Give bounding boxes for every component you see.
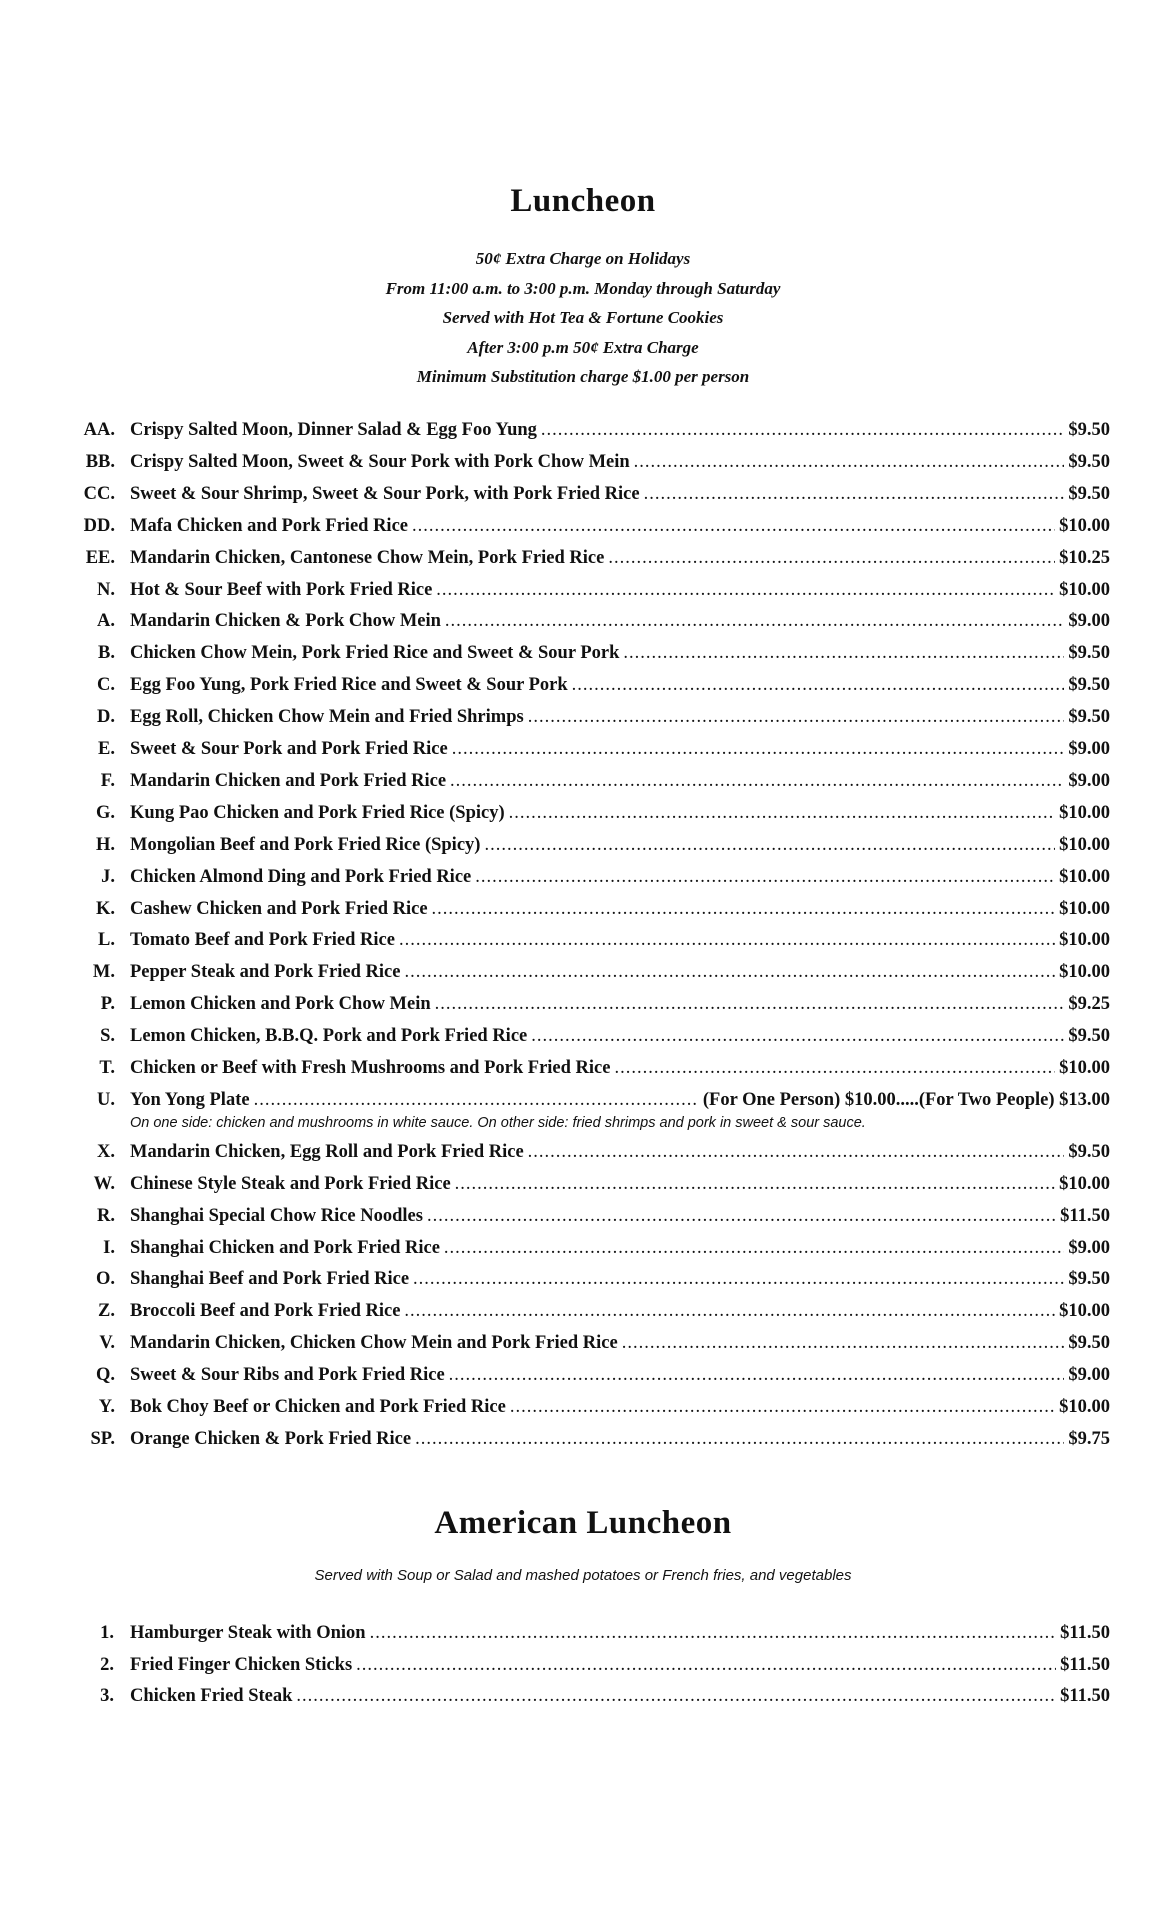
dot-leader bbox=[413, 1269, 1064, 1290]
note-hours: From 11:00 a.m. to 3:00 p.m. Monday through Saturday bbox=[385, 278, 781, 298]
menu-item-name: Lemon Chicken, B.B.Q. Pork and Pork Fried Rice bbox=[130, 1026, 528, 1047]
dot-leader bbox=[427, 1206, 1056, 1227]
dot-leader bbox=[572, 675, 1065, 696]
menu-item bbox=[0, 452, 1166, 482]
menu-item-line bbox=[130, 580, 1110, 601]
menu-item-note: On one side: chicken and mushrooms in white sauce. On other side: fried shrimps and pork in sweet & sour sauce. bbox=[130, 1114, 866, 1131]
menu-item-code: Q. bbox=[95, 1365, 115, 1386]
dot-leader bbox=[475, 867, 1055, 888]
dot-leader bbox=[432, 899, 1056, 920]
menu-item-code: I. bbox=[103, 1237, 115, 1258]
menu-item-name: Cashew Chicken and Pork Fried Rice bbox=[130, 898, 428, 919]
menu-item-code: EE. bbox=[85, 547, 115, 568]
menu-item-price: $10.00 bbox=[1059, 1397, 1110, 1417]
menu-item-line bbox=[130, 1142, 1110, 1163]
menu-item-line bbox=[130, 1026, 1110, 1047]
menu-item-name: Mandarin Chicken, Cantonese Chow Mein, Pork Fried Rice bbox=[130, 547, 605, 568]
menu-item-line bbox=[130, 994, 1110, 1015]
menu-item-line bbox=[130, 484, 1110, 505]
dot-leader bbox=[452, 739, 1065, 760]
american-title: American Luncheon bbox=[434, 1505, 732, 1541]
menu-item-line bbox=[130, 739, 1110, 760]
menu-item-name: Fried Finger Chicken Sticks bbox=[130, 1654, 353, 1675]
menu-item-code: X. bbox=[97, 1141, 115, 1162]
menu-item-line bbox=[130, 675, 1110, 696]
menu-item-code: Z. bbox=[98, 1301, 115, 1322]
menu-item-price: $10.00 bbox=[1059, 962, 1110, 983]
dot-leader bbox=[296, 1686, 1056, 1707]
menu-item-line bbox=[130, 1333, 1110, 1354]
menu-item-name: Mandarin Chicken & Pork Chow Mein bbox=[130, 611, 441, 632]
menu-item-code: V. bbox=[99, 1333, 115, 1354]
menu-item-code: A. bbox=[97, 611, 115, 632]
menu-item-price: $9.50 bbox=[1068, 1269, 1110, 1290]
menu-item-price: $10.00 bbox=[1059, 866, 1110, 887]
menu-item-name: Sweet & Sour Shrimp, Sweet & Sour Pork, with Pork Fried Rice bbox=[130, 483, 640, 504]
menu-item bbox=[0, 1686, 1166, 1716]
menu-item-code: 3. bbox=[100, 1686, 114, 1706]
menu-item-line bbox=[130, 1238, 1110, 1259]
menu-item-name: Mafa Chicken and Pork Fried Rice bbox=[130, 515, 408, 536]
menu-item-line bbox=[130, 1429, 1110, 1450]
menu-item-line bbox=[130, 1686, 1110, 1707]
menu-item bbox=[0, 1238, 1166, 1268]
menu-item-price: $10.00 bbox=[1059, 930, 1110, 951]
menu-item-name: Lemon Chicken and Pork Chow Mein bbox=[130, 994, 431, 1015]
menu-item-name: Mongolian Beef and Pork Fried Rice (Spicy) bbox=[130, 834, 481, 855]
menu-item-line bbox=[130, 930, 1110, 951]
menu-item bbox=[0, 930, 1166, 960]
dot-leader bbox=[510, 1397, 1055, 1418]
menu-item-price: $9.50 bbox=[1068, 483, 1110, 504]
dot-leader bbox=[541, 420, 1064, 441]
menu-item-code: U. bbox=[97, 1089, 115, 1110]
menu-item bbox=[0, 675, 1166, 705]
note-holidays: 50¢ Extra Charge on Holidays bbox=[475, 249, 691, 268]
dot-leader bbox=[531, 1026, 1064, 1047]
menu-item-price: $10.25 bbox=[1059, 547, 1110, 568]
american-subtitle: Served with Soup or Salad and mashed potatoes or French fries, and vegetables bbox=[314, 1567, 852, 1584]
menu-item bbox=[0, 1058, 1166, 1088]
menu-item-code: CC. bbox=[83, 483, 115, 504]
dot-leader bbox=[608, 548, 1055, 569]
menu-item-line bbox=[130, 1269, 1110, 1290]
menu-item-name: Shanghai Beef and Pork Fried Rice bbox=[130, 1269, 410, 1290]
dot-leader bbox=[484, 835, 1055, 856]
luncheon-notes bbox=[0, 244, 1166, 392]
menu-item-price: $9.00 bbox=[1068, 1365, 1110, 1386]
dot-leader bbox=[455, 1174, 1055, 1195]
menu-item-line bbox=[130, 452, 1110, 473]
menu-item-code: B. bbox=[98, 643, 115, 664]
menu-item-name: Tomato Beef and Pork Fried Rice bbox=[130, 930, 395, 951]
menu-item-name: Orange Chicken & Pork Fried Rice bbox=[130, 1428, 412, 1449]
menu-item-name: Chicken or Beef with Fresh Mushrooms and Pork Fried Rice bbox=[130, 1058, 611, 1078]
menu-item bbox=[0, 771, 1166, 801]
menu-item-code: BB. bbox=[85, 451, 115, 472]
menu-item-line bbox=[130, 835, 1110, 856]
menu-item-name: Egg Roll, Chicken Chow Mein and Fried Shrimps bbox=[130, 707, 524, 728]
menu-item-code: W. bbox=[93, 1173, 115, 1194]
menu-item-price: $9.50 bbox=[1068, 675, 1110, 696]
dot-leader bbox=[450, 771, 1064, 792]
menu-item-code: 1. bbox=[100, 1623, 114, 1643]
menu-item-code: S. bbox=[100, 1026, 115, 1047]
menu-item-price: $10.00 bbox=[1059, 834, 1110, 855]
menu-item-name: Crispy Salted Moon, Sweet & Sour Pork with Pork Chow Mein bbox=[130, 451, 630, 472]
menu-item bbox=[0, 1623, 1166, 1653]
menu-item bbox=[0, 1333, 1166, 1363]
menu-item-line bbox=[130, 1397, 1110, 1418]
menu-item-line bbox=[130, 707, 1110, 728]
menu-item-price: $11.50 bbox=[1060, 1686, 1110, 1706]
menu-item-code: K. bbox=[95, 898, 115, 919]
menu-item bbox=[0, 1269, 1166, 1299]
menu-item bbox=[0, 643, 1166, 673]
menu-item bbox=[0, 1397, 1166, 1427]
menu-item bbox=[0, 835, 1166, 865]
menu-item-price: $11.50 bbox=[1060, 1654, 1110, 1675]
menu-item-line bbox=[130, 611, 1110, 632]
menu-item-price: $10.00 bbox=[1059, 898, 1110, 919]
menu-item bbox=[0, 1142, 1166, 1172]
menu-item bbox=[0, 1206, 1166, 1236]
menu-item-code: E. bbox=[98, 739, 115, 759]
menu-item bbox=[0, 867, 1166, 897]
note-after-hours: After 3:00 p.m 50¢ Extra Charge bbox=[467, 337, 699, 357]
menu-item-code: Y. bbox=[98, 1397, 115, 1417]
menu-item-price: $9.00 bbox=[1068, 739, 1110, 759]
menu-item-code: M. bbox=[92, 962, 115, 983]
menu-item bbox=[0, 803, 1166, 833]
menu-item-price: $9.50 bbox=[1068, 1026, 1110, 1047]
menu-item-price: $10.00 bbox=[1059, 579, 1110, 600]
menu-item-line bbox=[130, 1655, 1110, 1676]
menu-item-price: $9.50 bbox=[1068, 451, 1110, 472]
menu-item-code: C. bbox=[97, 675, 115, 696]
menu-item-line bbox=[130, 1206, 1110, 1227]
menu-item-name: Hamburger Steak with Onion bbox=[130, 1623, 366, 1643]
dot-leader bbox=[449, 1365, 1065, 1386]
menu-item-line bbox=[130, 548, 1110, 569]
menu-item-line bbox=[130, 1174, 1110, 1195]
menu-item-line bbox=[130, 803, 1110, 824]
menu-item bbox=[0, 962, 1166, 992]
dot-leader bbox=[399, 930, 1055, 951]
menu-item-code: L. bbox=[98, 930, 115, 951]
menu-item-price: $9.00 bbox=[1068, 1237, 1110, 1258]
menu-item-name: Sweet & Sour Pork and Pork Fried Rice bbox=[130, 739, 448, 759]
menu-item bbox=[0, 611, 1166, 641]
menu-item-price: $10.00 bbox=[1059, 515, 1110, 536]
menu-item-line bbox=[130, 1301, 1110, 1322]
menu-item-line bbox=[130, 643, 1110, 664]
menu-item-name: Broccoli Beef and Pork Fried Rice bbox=[130, 1301, 401, 1322]
menu-item-name: Yon Yong Plate bbox=[130, 1089, 250, 1110]
menu-item-code: R. bbox=[97, 1205, 115, 1226]
menu-item bbox=[0, 994, 1166, 1024]
menu-item-price: $11.50 bbox=[1060, 1205, 1110, 1226]
menu-item-name: Kung Pao Chicken and Pork Fried Rice (Spicy) bbox=[130, 802, 505, 823]
menu-item-code: J. bbox=[101, 866, 115, 887]
dot-leader bbox=[614, 1058, 1055, 1079]
menu-item-code: G. bbox=[95, 802, 115, 823]
menu-item-line bbox=[130, 867, 1110, 888]
dot-leader bbox=[622, 1333, 1065, 1354]
menu-item-price: $9.50 bbox=[1068, 707, 1110, 728]
menu-item-code: O. bbox=[95, 1269, 115, 1290]
menu-item-price: $10.00 bbox=[1059, 1173, 1110, 1194]
menu-item bbox=[0, 1655, 1166, 1685]
note-served-with: Served with Hot Tea & Fortune Cookies bbox=[442, 308, 724, 327]
menu-item-line bbox=[130, 1365, 1110, 1386]
menu-item-code: DD. bbox=[83, 515, 115, 536]
menu-item bbox=[0, 707, 1166, 737]
menu-item-name: Bok Choy Beef or Chicken and Pork Fried Rice bbox=[130, 1397, 506, 1417]
dot-leader bbox=[644, 484, 1065, 505]
menu-item bbox=[0, 580, 1166, 610]
dot-leader bbox=[435, 994, 1065, 1015]
menu-item-line bbox=[130, 516, 1110, 537]
menu-item-code: P. bbox=[100, 994, 115, 1015]
dot-leader bbox=[415, 1429, 1064, 1450]
menu-item-line bbox=[130, 1090, 1110, 1111]
dot-leader bbox=[404, 1301, 1055, 1322]
menu-item-name: Shanghai Chicken and Pork Fried Rice bbox=[130, 1237, 440, 1258]
menu-item-line bbox=[130, 1623, 1110, 1644]
dot-leader bbox=[623, 643, 1064, 664]
menu-item bbox=[0, 1429, 1166, 1459]
note-substitution: Minimum Substitution charge $1.00 per person bbox=[416, 367, 750, 386]
menu-item-name: Shanghai Special Chow Rice Noodles bbox=[130, 1205, 423, 1226]
menu-item-code: H. bbox=[95, 834, 115, 855]
menu-item-price: $9.75 bbox=[1068, 1428, 1110, 1449]
menu-item bbox=[0, 739, 1166, 769]
menu-item-price: $10.00 bbox=[1059, 1058, 1110, 1078]
menu-item-price: $9.00 bbox=[1068, 611, 1110, 632]
menu-item-name: Egg Foo Yung, Pork Fried Rice and Sweet & Sour Pork bbox=[130, 675, 568, 696]
menu-item bbox=[0, 899, 1166, 929]
dot-leader bbox=[444, 1238, 1064, 1259]
menu-item-price: $9.50 bbox=[1068, 1141, 1110, 1162]
dot-leader bbox=[509, 803, 1055, 824]
luncheon-title: Luncheon bbox=[510, 183, 656, 219]
menu-item-code: T. bbox=[99, 1058, 115, 1078]
menu-item-name: Sweet & Sour Ribs and Pork Fried Rice bbox=[130, 1365, 445, 1386]
menu-item-name: Chicken Almond Ding and Pork Fried Rice bbox=[130, 866, 472, 887]
menu-item-name: Chinese Style Steak and Pork Fried Rice bbox=[130, 1173, 451, 1194]
menu-item-line bbox=[130, 771, 1110, 792]
menu-item-code: F. bbox=[100, 770, 115, 791]
menu-item-code: 2. bbox=[100, 1654, 114, 1675]
dot-leader bbox=[445, 611, 1064, 632]
dot-leader bbox=[254, 1090, 699, 1111]
menu-item-name: Mandarin Chicken and Pork Fried Rice bbox=[130, 770, 447, 791]
menu-item bbox=[0, 548, 1166, 578]
menu-item-line bbox=[130, 899, 1110, 920]
menu-item bbox=[0, 420, 1166, 450]
menu-item bbox=[0, 1174, 1166, 1204]
menu-item-line bbox=[130, 1058, 1110, 1079]
menu-item bbox=[0, 1365, 1166, 1395]
dot-leader bbox=[436, 580, 1055, 601]
dot-leader bbox=[634, 452, 1065, 473]
dot-leader bbox=[528, 707, 1065, 728]
menu-item-line bbox=[130, 962, 1110, 983]
menu-item bbox=[0, 1026, 1166, 1056]
menu-item-name: Crispy Salted Moon, Dinner Salad & Egg Foo Yung bbox=[130, 420, 537, 440]
menu-item-price: $11.50 bbox=[1060, 1623, 1110, 1643]
menu-item-name: Chicken Chow Mein, Pork Fried Rice and Sweet & Sour Pork bbox=[130, 643, 620, 664]
menu-item-price: $10.00 bbox=[1059, 1301, 1110, 1322]
menu-item-line bbox=[130, 420, 1110, 441]
menu-item-name: Mandarin Chicken, Chicken Chow Mein and Pork Fried Rice bbox=[130, 1333, 618, 1354]
menu-item bbox=[0, 1301, 1166, 1331]
menu-item-price: $9.50 bbox=[1068, 1333, 1110, 1354]
menu-item bbox=[0, 484, 1166, 514]
menu-item-name: Chicken Fried Steak bbox=[130, 1686, 293, 1706]
menu-item-name: Mandarin Chicken, Egg Roll and Pork Fried Rice bbox=[130, 1141, 524, 1162]
dot-leader bbox=[370, 1623, 1057, 1644]
menu-item-price: $10.00 bbox=[1059, 802, 1110, 823]
dot-leader bbox=[528, 1142, 1065, 1163]
dot-leader bbox=[404, 962, 1055, 983]
menu-item-code: SP. bbox=[90, 1428, 115, 1449]
dot-leader bbox=[356, 1655, 1056, 1676]
dot-leader bbox=[412, 516, 1055, 537]
menu-item-price: $9.50 bbox=[1068, 420, 1110, 440]
menu-item-code: AA. bbox=[83, 420, 115, 440]
menu-item-price: (For One Person) $10.00.....(For Two People) $13.00 bbox=[702, 1089, 1110, 1110]
menu-item-price: $9.00 bbox=[1068, 770, 1110, 791]
menu-item-code: N. bbox=[97, 579, 115, 600]
menu-item-code: D. bbox=[97, 707, 115, 728]
menu-item-name: Pepper Steak and Pork Fried Rice bbox=[130, 962, 401, 983]
menu-item-name: Hot & Sour Beef with Pork Fried Rice bbox=[130, 579, 433, 600]
menu-item bbox=[0, 516, 1166, 546]
menu-item-price: $9.25 bbox=[1068, 994, 1110, 1015]
menu-item-price: $9.50 bbox=[1068, 643, 1110, 664]
